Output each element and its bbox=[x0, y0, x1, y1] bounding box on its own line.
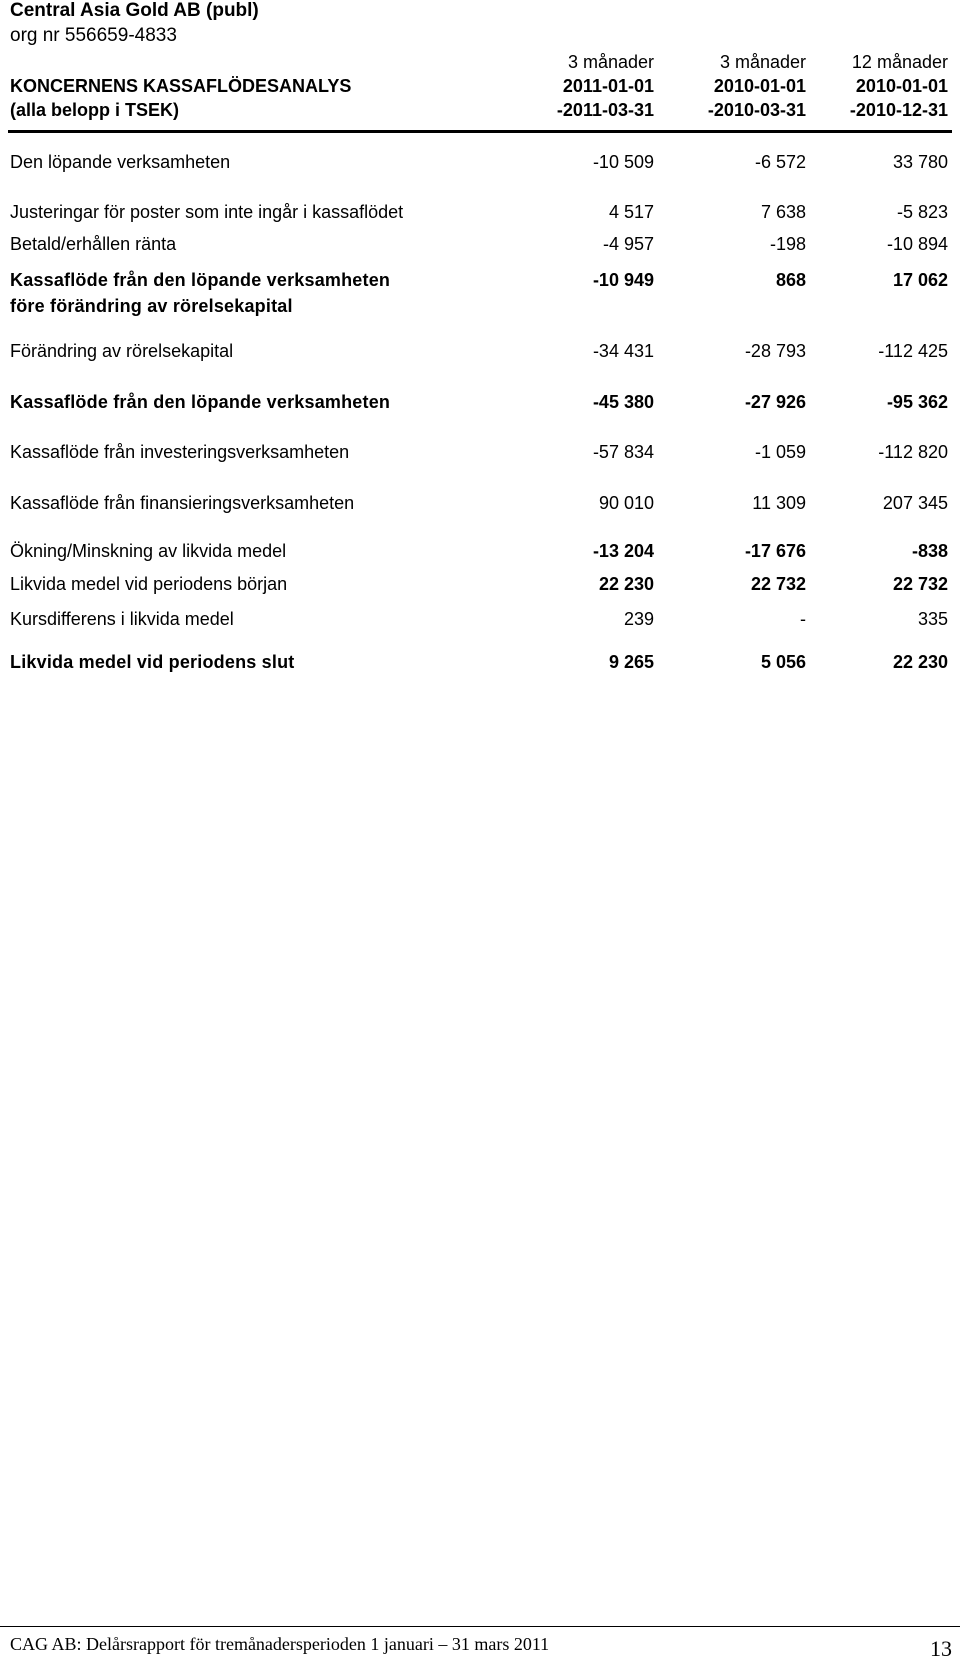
row-value-col3: -838 bbox=[911, 541, 948, 561]
row-value-col2: - bbox=[800, 609, 806, 629]
table-row bbox=[0, 202, 960, 230]
row-value-col1: 239 bbox=[623, 609, 654, 629]
row-label: Likvida medel vid periodens början bbox=[10, 574, 288, 594]
table-row bbox=[0, 541, 960, 569]
row-value-col3: 207 345 bbox=[882, 493, 948, 513]
row-value-col1: 90 010 bbox=[598, 493, 654, 513]
table-row bbox=[0, 270, 960, 322]
table-row bbox=[0, 609, 960, 637]
page-number: 13 bbox=[930, 1636, 952, 1661]
header-divider bbox=[8, 130, 952, 133]
col2-period: 3 månader bbox=[719, 52, 806, 72]
row-value-col1: 9 265 bbox=[608, 652, 654, 672]
footer-text: CAG AB: Delårsrapport för tremånadersperioden 1 januari – 31 mars 2011 bbox=[10, 1634, 550, 1654]
row-value-col3: 22 732 bbox=[892, 574, 948, 594]
row-value-col1: -34 431 bbox=[592, 341, 654, 361]
row-value-col1: -45 380 bbox=[592, 392, 654, 412]
row-value-col2: -27 926 bbox=[744, 392, 806, 412]
row-label: Kursdifferens i likvida medel bbox=[10, 609, 234, 629]
row-label: Den löpande verksamheten bbox=[10, 152, 231, 172]
row-value-col1: 22 230 bbox=[598, 574, 654, 594]
row-value-col2: -1 059 bbox=[754, 442, 806, 462]
table-row bbox=[0, 392, 960, 420]
statement-subtitle: (alla belopp i TSEK) bbox=[10, 100, 180, 120]
col3-period: 12 månader bbox=[851, 52, 948, 72]
row-value-col1: -13 204 bbox=[592, 541, 654, 561]
row-label: Likvida medel vid periodens slut bbox=[10, 652, 295, 672]
row-label-line2: före förändring av rörelsekapital bbox=[10, 296, 293, 316]
row-label: Förändring av rörelsekapital bbox=[10, 341, 234, 361]
row-value-col2: -6 572 bbox=[754, 152, 806, 172]
row-label: Kassaflöde från den löpande verksamheten bbox=[10, 270, 391, 290]
table-row bbox=[0, 652, 960, 680]
row-label: Ökning/Minskning av likvida medel bbox=[10, 541, 287, 561]
row-value-col3: -5 823 bbox=[896, 202, 948, 222]
row-label: Justeringar för poster som inte ingår i kassaflödet bbox=[10, 202, 404, 222]
row-value-col3: 22 230 bbox=[892, 652, 948, 672]
row-value-col2: -17 676 bbox=[744, 541, 806, 561]
col3-from: 2010-01-01 bbox=[855, 76, 948, 96]
row-label: Kassaflöde från den löpande verksamheten bbox=[10, 392, 391, 412]
row-value-col2: 868 bbox=[775, 270, 806, 290]
row-value-col2: -198 bbox=[769, 234, 806, 254]
row-value-col2: 5 056 bbox=[760, 652, 806, 672]
org-number: org nr 556659-4833 bbox=[10, 25, 177, 46]
col1-to: -2011-03-31 bbox=[556, 100, 654, 120]
footer-divider bbox=[0, 1626, 960, 1627]
company-name: Central Asia Gold AB (publ) bbox=[10, 0, 259, 21]
table-row bbox=[0, 152, 960, 180]
col2-to: -2010-03-31 bbox=[707, 100, 806, 120]
row-label: Betald/erhållen ränta bbox=[10, 234, 177, 254]
row-value-col2: 11 309 bbox=[752, 493, 806, 513]
row-value-col1: -10 509 bbox=[592, 152, 654, 172]
row-value-col1: -10 949 bbox=[592, 270, 654, 290]
table-row bbox=[0, 341, 960, 369]
col3-to: -2010-12-31 bbox=[849, 100, 948, 120]
row-value-col2: 22 732 bbox=[750, 574, 806, 594]
table-row bbox=[0, 234, 960, 262]
table-row bbox=[0, 493, 960, 521]
row-value-col1: -57 834 bbox=[592, 442, 654, 462]
row-value-col1: 4 517 bbox=[608, 202, 654, 222]
row-value-col3: -10 894 bbox=[886, 234, 948, 254]
table-row bbox=[0, 442, 960, 470]
row-label: Kassaflöde från finansieringsverksamheten bbox=[10, 493, 355, 513]
row-value-col3: -112 425 bbox=[878, 341, 948, 361]
col1-period: 3 månader bbox=[567, 52, 654, 72]
col1-from: 2011-01-01 bbox=[562, 76, 654, 96]
row-value-col3: 17 062 bbox=[892, 270, 948, 290]
row-value-col3: 33 780 bbox=[892, 152, 948, 172]
row-value-col1: -4 957 bbox=[602, 234, 654, 254]
row-value-col3: -95 362 bbox=[886, 392, 948, 412]
row-value-col2: -28 793 bbox=[744, 341, 806, 361]
row-label: Kassaflöde från investeringsverksamheten bbox=[10, 442, 350, 462]
row-value-col2: 7 638 bbox=[760, 202, 806, 222]
row-value-col3: 335 bbox=[917, 609, 948, 629]
row-value-col3: -112 820 bbox=[878, 442, 948, 462]
col2-from: 2010-01-01 bbox=[713, 76, 806, 96]
table-row bbox=[0, 574, 960, 602]
statement-title: KONCERNENS KASSAFLÖDESANALYS bbox=[10, 76, 352, 96]
